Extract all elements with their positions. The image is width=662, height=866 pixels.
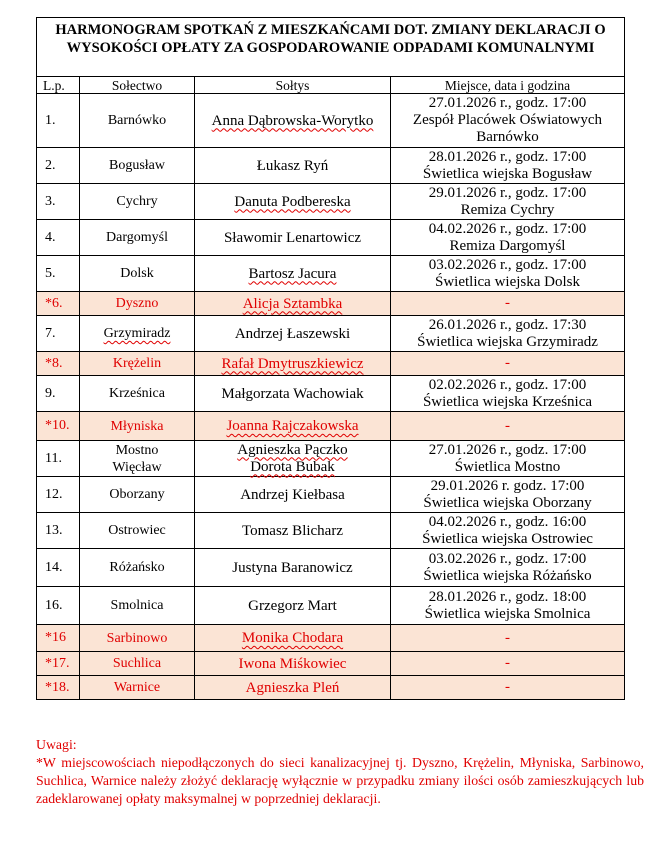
- row-miejsce: -: [391, 652, 625, 676]
- table-row: [37, 513, 625, 549]
- row-lp: 16.: [37, 587, 80, 625]
- soltys-name: Anna Dąbrowska-Worytko: [211, 112, 374, 129]
- table-row-highlighted: [37, 652, 625, 676]
- row-solectwo: Dolsk: [80, 256, 195, 292]
- row-solectwo: Ostrowiec: [80, 513, 195, 549]
- row-soltys: [195, 412, 391, 441]
- row-miejsce: [391, 256, 625, 292]
- meeting-place: Remiza Dargomyśl: [449, 237, 566, 254]
- row-miejsce: [391, 587, 625, 625]
- meeting-date: 04.02.2026 r., godz. 17:00: [428, 220, 587, 237]
- row-soltys: Andrzej Kiełbasa: [195, 477, 391, 513]
- table-row: [37, 549, 625, 587]
- meeting-date: 29.01.2026 r., godz. 17:00: [428, 184, 587, 201]
- header-lp: L.p.: [37, 77, 80, 94]
- meeting-date: 03.02.2026 r., godz. 17:00: [428, 256, 587, 273]
- row-solectwo: Smolnica: [80, 587, 195, 625]
- meeting-place: Świetlica wiejska Oborzany: [423, 494, 592, 511]
- notes-text: *W miejscowościach niepodłączonych do sieci kanalizacyjnej tj. Dyszno, Krężelin, Młyniska, Sarbinowo, Suchlica, Warnice należy złożyć deklarację wyłącznie w przypadku zmiany ilości osób zamieszkujących lub zadeklarowanej opłaty maksymalnej w poprzedniej deklaracji.: [36, 755, 644, 806]
- meeting-date: 28.01.2026 r., godz. 17:00: [428, 148, 587, 165]
- row-solectwo: [80, 441, 195, 477]
- row-soltys: Sławomir Lenartowicz: [195, 220, 391, 256]
- row-miejsce: [391, 148, 625, 184]
- meeting-place: Świetlica wiejska Różańsko: [423, 567, 592, 584]
- row-lp: 7.: [37, 316, 80, 352]
- solectwo-line: Mostno: [115, 442, 159, 458]
- row-lp: 1.: [37, 94, 80, 148]
- table-row: [37, 220, 625, 256]
- notes-section: [36, 736, 644, 808]
- row-solectwo: Cychry: [80, 184, 195, 220]
- meeting-date: 28.01.2026 r., godz. 18:00: [428, 588, 587, 605]
- meeting-place: Zespół Placówek Oświatowych: [412, 112, 603, 128]
- row-solectwo: Młyniska: [80, 412, 195, 441]
- meeting-place: Świetlica wiejska Ostrowiec: [422, 530, 593, 547]
- row-miejsce: -: [391, 625, 625, 652]
- row-solectwo: Różańsko: [80, 549, 195, 587]
- row-soltys: Iwona Miśkowiec: [195, 652, 391, 676]
- row-soltys: [195, 256, 391, 292]
- row-soltys: [195, 184, 391, 220]
- table-row: [37, 587, 625, 625]
- row-soltys: Łukasz Ryń: [195, 148, 391, 184]
- table-row: [37, 184, 625, 220]
- row-miejsce: -: [391, 352, 625, 376]
- row-miejsce: [391, 477, 625, 513]
- table-row: [37, 94, 625, 148]
- row-miejsce: [391, 184, 625, 220]
- row-solectwo: Barnówko: [80, 94, 195, 148]
- solectwo-line: Więcław: [112, 459, 162, 475]
- solectwo-name: Grzymiradz: [103, 326, 171, 341]
- row-solectwo: [80, 316, 195, 352]
- meeting-place: Świetlica wiejska Dolsk: [435, 273, 580, 290]
- row-miejsce: -: [391, 292, 625, 316]
- row-lp: *18.: [37, 676, 80, 700]
- table-row: [37, 148, 625, 184]
- meeting-place: Świetlica wiejska Grzymiradz: [417, 333, 598, 350]
- soltys-name: Agnieszka Pączko: [237, 441, 348, 458]
- row-miejsce: [391, 316, 625, 352]
- row-lp: 9.: [37, 376, 80, 412]
- soltys-name: Dorota Bubak: [250, 458, 335, 475]
- meeting-date: 29.01.2026 r. godz. 17:00: [430, 477, 585, 494]
- row-miejsce: -: [391, 676, 625, 700]
- table-row-highlighted: [37, 352, 625, 376]
- row-soltys: [195, 625, 391, 652]
- row-lp: 12.: [37, 477, 80, 513]
- meeting-place: Świetlica wiejska Krześnica: [422, 393, 593, 410]
- soltys-name: Alicja Sztambka: [242, 295, 343, 312]
- header-solectwo: Sołectwo: [80, 77, 195, 94]
- row-solectwo: Dargomyśl: [80, 220, 195, 256]
- row-lp: 2.: [37, 148, 80, 184]
- table-row: [37, 316, 625, 352]
- table-row: [37, 256, 625, 292]
- meeting-place-cont: Barnówko: [476, 129, 539, 145]
- schedule-document: [36, 17, 624, 700]
- row-soltys: [195, 441, 391, 477]
- row-lp: 13.: [37, 513, 80, 549]
- table-row: [37, 441, 625, 477]
- row-solectwo: Suchlica: [80, 652, 195, 676]
- meeting-place: Świetlica wiejska Smolnica: [424, 605, 591, 622]
- row-miejsce: [391, 94, 625, 148]
- meeting-date: 27.01.2026 r., godz. 17:00: [428, 441, 587, 458]
- row-soltys: Tomasz Blicharz: [195, 513, 391, 549]
- row-lp: *17.: [37, 652, 80, 676]
- meeting-place: Remiza Cychry: [460, 201, 555, 218]
- table-row-highlighted: [37, 412, 625, 441]
- row-miejsce: [391, 513, 625, 549]
- row-soltys: Grzegorz Mart: [195, 587, 391, 625]
- row-solectwo: Bogusław: [80, 148, 195, 184]
- table-header-row: [37, 77, 625, 94]
- row-soltys: Agnieszka Pleń: [195, 676, 391, 700]
- row-solectwo: Warnice: [80, 676, 195, 700]
- soltys-name: Joanna Rajczakowska: [226, 418, 359, 434]
- row-lp: 11.: [37, 441, 80, 477]
- meeting-date: 04.02.2026 r., godz. 16:00: [428, 513, 587, 530]
- soltys-name: Bartosz Jacura: [248, 265, 337, 282]
- header-miejsce: Miejsce, data i godzina: [391, 77, 625, 94]
- table-row: [37, 376, 625, 412]
- row-lp: *8.: [37, 352, 80, 376]
- meeting-date: 26.01.2026 r., godz. 17:30: [428, 316, 587, 333]
- row-miejsce: [391, 376, 625, 412]
- row-solectwo: Sarbinowo: [80, 625, 195, 652]
- soltys-name: Rafał Dmytruszkiewicz: [221, 355, 364, 372]
- meeting-place: Świetlica Mostno: [454, 458, 561, 475]
- row-lp: *6.: [37, 292, 80, 316]
- row-lp: 4.: [37, 220, 80, 256]
- meeting-place: Świetlica wiejska Bogusław: [422, 165, 593, 182]
- row-solectwo: Krześnica: [80, 376, 195, 412]
- row-soltys: [195, 292, 391, 316]
- row-solectwo: Oborzany: [80, 477, 195, 513]
- table-row: [37, 477, 625, 513]
- row-lp: *10.: [37, 412, 80, 441]
- soltys-name: Danuta Podbereska: [234, 193, 351, 210]
- row-soltys: [195, 352, 391, 376]
- row-lp: 14.: [37, 549, 80, 587]
- row-miejsce: [391, 549, 625, 587]
- row-soltys: [195, 94, 391, 148]
- meeting-date: 02.02.2026 r., godz. 17:00: [428, 376, 587, 393]
- row-soltys: Justyna Baranowicz: [195, 549, 391, 587]
- row-miejsce: -: [391, 412, 625, 441]
- document-title: HARMONOGRAM SPOTKAŃ Z MIESZKAŃCAMI DOT. ZMIANY DEKLARACJI O WYSOKOŚCI OPŁATY ZA GOSPODAROWANIE ODPADAMI KOMUNALNYMI: [37, 18, 625, 77]
- row-miejsce: [391, 220, 625, 256]
- row-lp: *16: [37, 625, 80, 652]
- row-miejsce: [391, 441, 625, 477]
- meeting-date: 03.02.2026 r., godz. 17:00: [428, 550, 587, 567]
- table-row-highlighted: [37, 676, 625, 700]
- row-soltys: Andrzej Łaszewski: [195, 316, 391, 352]
- row-lp: 5.: [37, 256, 80, 292]
- schedule-table: [36, 17, 625, 700]
- row-lp: 3.: [37, 184, 80, 220]
- soltys-name: Monika Chodara: [241, 630, 344, 646]
- table-row-highlighted: [37, 625, 625, 652]
- meeting-date: 27.01.2026 r., godz. 17:00: [428, 95, 587, 111]
- row-solectwo: Krężelin: [80, 352, 195, 376]
- row-solectwo: Dyszno: [80, 292, 195, 316]
- header-soltys: Sołtys: [195, 77, 391, 94]
- row-soltys: Małgorzata Wachowiak: [195, 376, 391, 412]
- notes-heading: Uwagi:: [36, 737, 77, 752]
- table-row-highlighted: [37, 292, 625, 316]
